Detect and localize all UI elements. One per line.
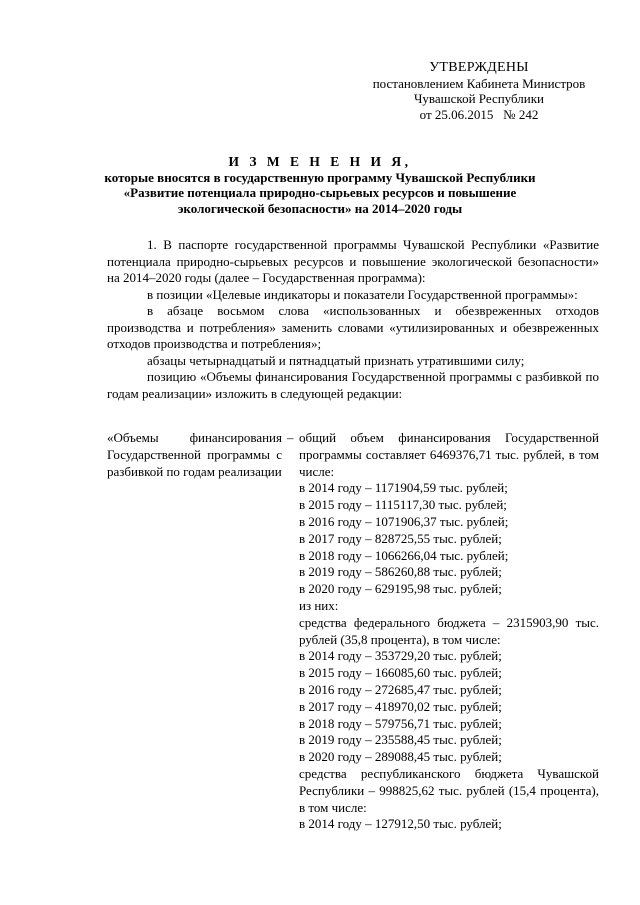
year-line: в 2014 году – 1171904,59 тыс. рублей;	[299, 480, 508, 496]
year-line: в 2020 году – 629195,98 тыс. рублей;	[299, 581, 502, 597]
federal-intro: средства федерального бюджета – 2315903,90 тыс. рублей (35,8 процента), в том числе:	[299, 614, 599, 647]
year-line: в 2019 году – 586260,88 тыс. рублей;	[299, 564, 502, 580]
year-line: в 2016 году – 272685,47 тыс. рублей;	[299, 681, 502, 697]
approval-line: постановлением Кабинета Министров	[372, 75, 586, 91]
approval-heading: УТВЕРЖДЕНЫ	[429, 60, 529, 75]
of-which-label: из них:	[299, 597, 339, 613]
year-line: в 2014 году – 353729,20 тыс. рублей;	[299, 648, 502, 664]
document-title	[90, 154, 550, 216]
financing-details	[299, 430, 599, 833]
approval-block	[359, 60, 599, 122]
paragraph: 1. В паспорте государственной программы Чувашской Республики «Развитие потенциала природно-сырьевых ресурсов и повышение экологической безопасности» на 2014–2020 годы (далее – Государственная программа):	[107, 237, 599, 285]
year-line: в 2016 году – 1071906,37 тыс. рублей;	[299, 513, 509, 529]
paragraph: позицию «Объемы финансирования Государственной программы с разбивкой по годам реализации» изложить в следующей редакции:	[107, 369, 599, 401]
republic-intro: средства республиканского бюджета Чувашской Республики – 998825,62 тыс. рублей (15,4 процента), в том числе:	[299, 765, 599, 815]
year-line: в 2019 году – 235588,45 тыс. рублей;	[299, 732, 502, 748]
year-line: в 2015 году – 166085,60 тыс. рублей;	[299, 665, 502, 681]
paragraph: в позиции «Целевые индикаторы и показатели Государственной программы»:	[147, 286, 578, 302]
year-line: в 2020 году – 289088,45 тыс. рублей;	[299, 749, 502, 765]
body-text	[107, 237, 599, 402]
financing-dash: –	[287, 430, 294, 445]
year-line: в 2015 году – 1115117,30 тыс. рублей;	[299, 497, 507, 513]
paragraph: абзацы четырнадцатый и пятнадцатый признать утратившими силу;	[147, 352, 525, 368]
approval-line: Чувашской Республики	[413, 91, 545, 106]
year-line: в 2017 году – 828725,55 тыс. рублей;	[299, 530, 502, 546]
year-line: в 2017 году – 418970,02 тыс. рублей;	[299, 698, 502, 714]
paragraph: в абзаце восьмом слова «использованных и обезвреженных отходов производства и потребления» заменить словами «утилизированных и обезвреженных отходов производства и потребления»;	[107, 303, 599, 351]
year-line: в 2018 году – 1066266,04 тыс. рублей;	[299, 547, 509, 563]
title-heading: И З М Е Н Е Н И Я,	[228, 154, 412, 169]
financing-total-intro: общий объем финансирования Государственной программы составляет 6469376,71 тыс. рублей, в том числе:	[299, 430, 599, 479]
title-line: «Развитие потенциала природно-сырьевых ресурсов и повышение	[123, 185, 517, 200]
year-line: в 2014 году – 127912,50 тыс. рублей;	[299, 816, 502, 832]
title-line: которые вносятся в государственную программу Чувашской Республики	[104, 169, 536, 185]
title-line: экологической безопасности» на 2014–2020 годы	[177, 200, 463, 216]
financing-label: «Объемы финансирования Государственной программы с разбивкой по годам реализации	[107, 430, 282, 479]
approval-date: от 25.06.2015 № 242	[419, 106, 539, 122]
year-line: в 2018 году – 579756,71 тыс. рублей;	[299, 715, 502, 731]
